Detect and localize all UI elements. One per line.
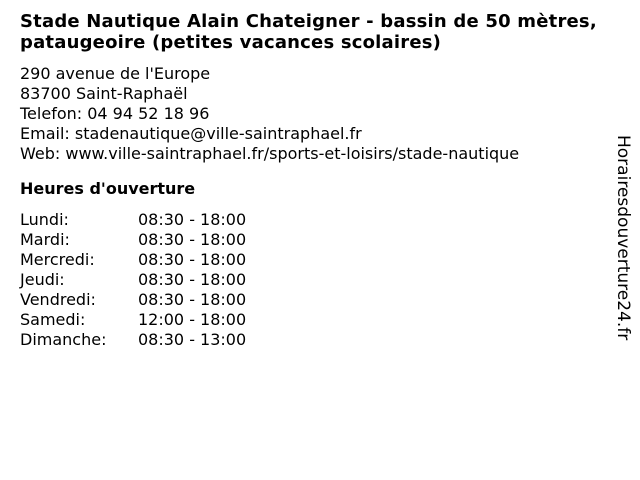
page-title: Stade Nautique Alain Chateigner - bassin de 50 mètres, pataugeoire (petites vacances scolaires) <box>20 11 597 53</box>
web-line: Web: www.ville-saintraphael.fr/sports-et-loisirs/stade-nautique <box>20 144 520 163</box>
hours-row <box>20 310 246 330</box>
hours-row <box>20 210 246 230</box>
time-range: 08:30 - 18:00 <box>138 250 247 269</box>
opening-hours-table <box>20 210 246 350</box>
time-range: 08:30 - 18:00 <box>138 230 247 249</box>
address-block <box>20 64 615 164</box>
day-label: Samedi: <box>20 310 86 329</box>
day-label: Mercredi: <box>20 250 95 269</box>
time-range: 08:30 - 13:00 <box>138 330 247 349</box>
hours-row <box>20 250 246 270</box>
day-label: Dimanche: <box>20 330 107 349</box>
day-label: Lundi: <box>20 210 69 229</box>
site-watermark: Horairesdouverture24.fr <box>613 135 633 341</box>
day-label: Jeudi: <box>20 270 65 289</box>
street-address: 290 avenue de l'Europe <box>20 64 211 83</box>
hours-row <box>20 270 246 290</box>
city-postal: 83700 Saint-Raphaël <box>20 84 188 103</box>
day-label: Vendredi: <box>20 290 96 309</box>
phone-line: Telefon: 04 94 52 18 96 <box>20 104 210 123</box>
time-range: 08:30 - 18:00 <box>138 210 247 229</box>
email-line: Email: stadenautique@ville-saintraphael.fr <box>20 124 362 143</box>
time-range: 08:30 - 18:00 <box>138 290 247 309</box>
hours-row <box>20 330 246 350</box>
business-listing <box>20 11 615 350</box>
time-range: 12:00 - 18:00 <box>138 310 247 329</box>
hours-heading: Heures d'ouverture <box>20 179 196 198</box>
day-label: Mardi: <box>20 230 70 249</box>
hours-row <box>20 290 246 310</box>
time-range: 08:30 - 18:00 <box>138 270 247 289</box>
hours-row <box>20 230 246 250</box>
